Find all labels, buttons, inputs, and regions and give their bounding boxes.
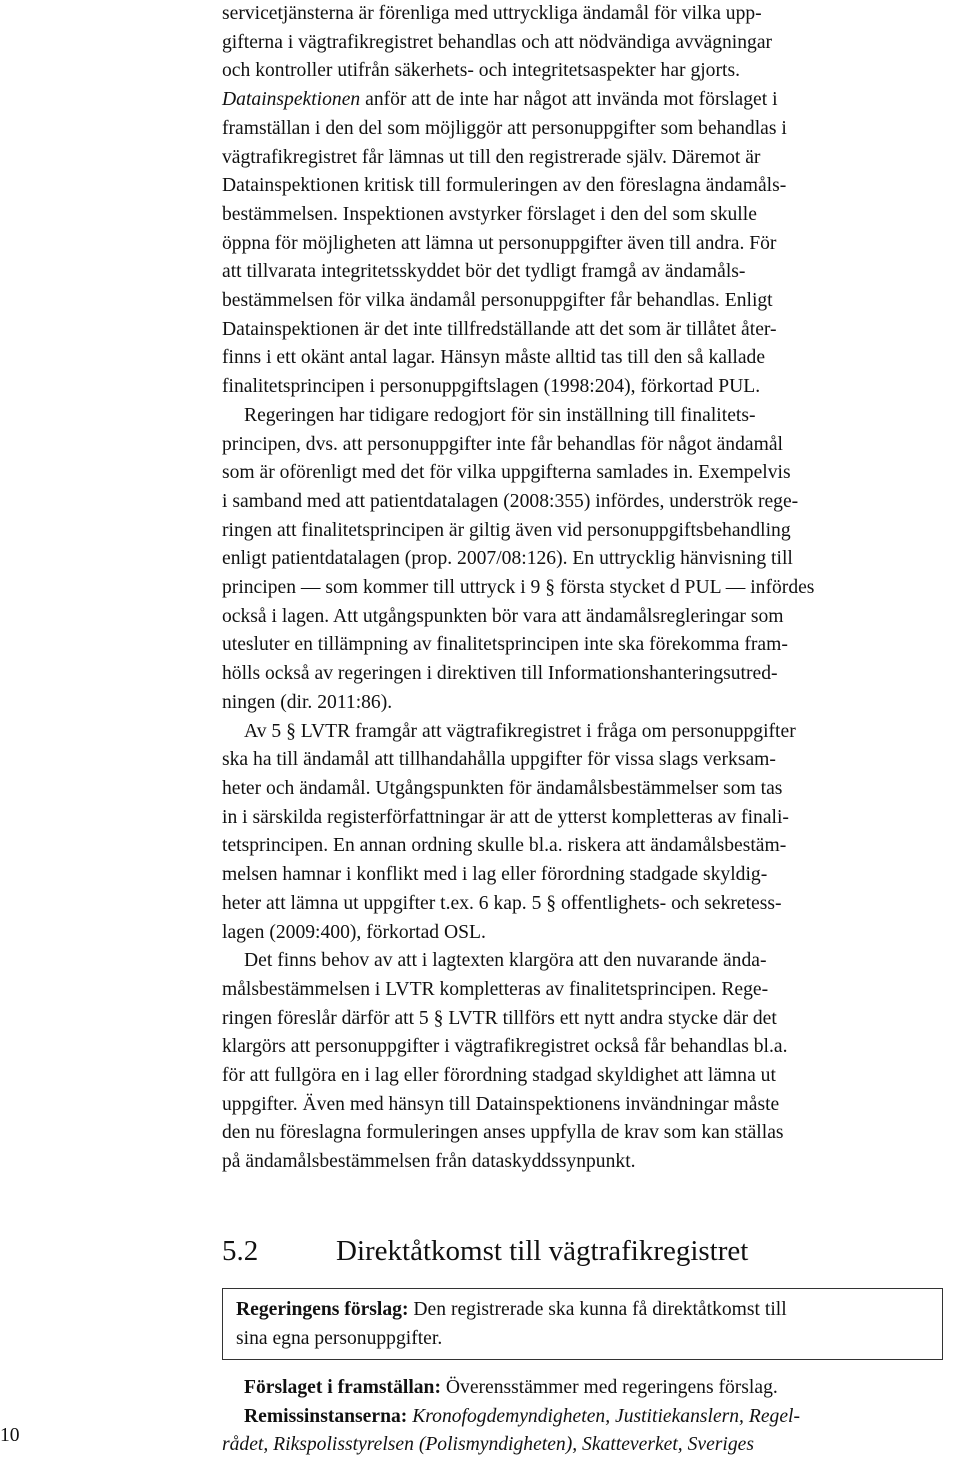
text-line: som är oförenligt med det för vilka uppgifterna samlades in. Exempelvis	[222, 462, 791, 484]
text-line: för att fullgöra en i lag eller förordning stadgad skyldighet att lämna ut	[222, 1065, 776, 1087]
text-line: Av 5 § LVTR framgår att vägtrafikregistret i fråga om personuppgifter	[244, 720, 796, 742]
text-line: uppgifter. Även med hänsyn till Datainspektionens invändningar måste	[222, 1093, 780, 1115]
text-line: att tillvarata integritetsskyddet bör det tydligt framgå av ändamåls-	[222, 261, 746, 283]
paragraph-4	[222, 947, 955, 1177]
text-line: ringen föreslår därför att 5 § LVTR tillförs ett nytt andra stycke där det	[222, 1007, 777, 1029]
proposal-label: Regeringens förslag:	[236, 1299, 409, 1320]
framstallan-line	[222, 1374, 955, 1403]
text-line: principen, dvs. att personuppgifter inte får behandlas för något ändamål	[222, 433, 783, 455]
text-line: utesluter en tillämpning av finalitetsprincipen inte ska förekomma fram-	[222, 634, 788, 656]
page-number: 10	[0, 1425, 20, 1446]
remiss-label: Remissinstanserna:	[244, 1405, 408, 1427]
text-line: tetsprincipen. En annan ordning skulle bl.a. riskera att ändamålsbestäm-	[222, 835, 787, 857]
remiss-text: rådet, Rikspolisstyrelsen (Polismyndigheten), Skatteverket, Sveriges	[222, 1434, 754, 1456]
text-line: Regeringen har tidigare redogjort för sin inställning till finalitets-	[244, 404, 756, 426]
framstallan-label: Förslaget i framställan:	[244, 1377, 441, 1398]
body-text	[222, 0, 955, 1177]
text-line: bestämmelsen för vilka ändamål personuppgifter får behandlas. Enligt	[222, 290, 773, 312]
text-line: klargörs att personuppgifter i vägtrafikregistret också får behandlas bl.a.	[222, 1036, 788, 1058]
text-line: enligt patientdatalagen (prop. 2007/08:126). En uttrycklig hänvisning till	[222, 548, 793, 570]
section-number: 5.2	[222, 1235, 259, 1267]
framstallan-text: Överensstämmer med regeringens förslag.	[440, 1377, 778, 1398]
remiss-line	[222, 1403, 955, 1460]
text-line: öppna för möjligheten att lämna ut personuppgifter även till andra. För	[222, 232, 777, 254]
text-line: finalitetsprincipen i personuppgiftslagen (1998:204), förkortad PUL.	[222, 376, 761, 398]
text-line: melsen hamnar i konflikt med i lag eller förordning stadgade skyldig-	[222, 864, 768, 886]
text-line: på ändamålsbestämmelsen från dataskyddssynpunkt.	[222, 1151, 636, 1173]
remiss-section	[222, 1374, 955, 1460]
text-line: ska ha till ändamål att tillhandahålla uppgifter för vissa slags verksam-	[222, 749, 776, 771]
paragraph-2	[222, 402, 955, 718]
text-line: principen — som kommer till uttryck i 9 § första stycket d PUL — infördes	[222, 577, 815, 599]
section-heading	[222, 1232, 955, 1270]
text-line: anför att de inte har något att invända mot förslaget i	[360, 89, 778, 111]
text-line: också i lagen. Att utgångspunkten bör vara att ändamålsregleringar som	[222, 605, 784, 627]
text-line: in i särskilda registerförfattningar är att de ytterst kompletteras av finali-	[222, 806, 789, 828]
text-line: ningen (dir. 2011:86).	[222, 691, 393, 713]
text-line: servicetjänsterna är förenliga med uttryckliga ändamål för vilka upp-	[222, 3, 762, 24]
proposal-text: Den registrerade ska kunna få direktåtkomst till	[408, 1299, 787, 1320]
text-line: finns i ett okänt antal lagar. Hänsyn måste alltid tas till den så kallade	[222, 347, 766, 369]
text-line: gifterna i vägtrafikregistret behandlas och att nödvändiga avvägningar	[222, 31, 773, 53]
text-line: heter och ändamål. Utgångspunkten för ändamålsbestämmelser som tas	[222, 777, 783, 799]
paragraph-1	[222, 0, 955, 402]
text-line: lagen (2009:400), förkortad OSL.	[222, 921, 486, 943]
proposal-text: sina egna personuppgifter.	[236, 1327, 443, 1349]
proposal-box	[222, 1288, 943, 1360]
paragraph-3	[222, 718, 955, 948]
text-line: den nu föreslagna formuleringen anses uppfylla de krav som kan ställas	[222, 1122, 784, 1144]
text-line: vägtrafikregistret får lämnas ut till den registrerade själv. Däremot är	[222, 146, 761, 168]
text-line: Det finns behov av att i lagtexten klargöra att den nuvarande ända-	[244, 950, 767, 972]
text-line: och kontroller utifrån säkerhets- och integritetsaspekter har gjorts.	[222, 60, 740, 82]
text-line: bestämmelsen. Inspektionen avstyrker förslaget i den del som skulle	[222, 203, 757, 225]
section-title: Direktåtkomst till vägtrafikregistret	[336, 1235, 749, 1267]
text-line: i samband med att patientdatalagen (2008:355) infördes, underströk rege-	[222, 490, 799, 512]
text-line: heter att lämna ut uppgifter t.ex. 6 kap. 5 § offentlighets- och sekretess-	[222, 892, 782, 914]
text-line: Datainspektionen är det inte tillfredställande att det som är tillåtet åter-	[222, 318, 777, 340]
text-line: hölls också av regeringen i direktiven till Informationshanteringsutred-	[222, 663, 778, 685]
text-line: ringen att finalitetsprincipen är giltig även vid personuppgiftsbehandling	[222, 519, 791, 541]
remiss-text: Kronofogdemyndigheten, Justitiekanslern, Regel-	[407, 1405, 800, 1427]
text-line: målsbestämmelsen i LVTR kompletteras av finalitetsprincipen. Rege-	[222, 978, 769, 1000]
agency-name: Datainspektionen	[222, 89, 361, 111]
text-line: framställan i den del som möjliggör att personuppgifter som behandlas i	[222, 117, 787, 139]
text-line: Datainspektionen kritisk till formuleringen av den föreslagna ändamåls-	[222, 175, 787, 197]
